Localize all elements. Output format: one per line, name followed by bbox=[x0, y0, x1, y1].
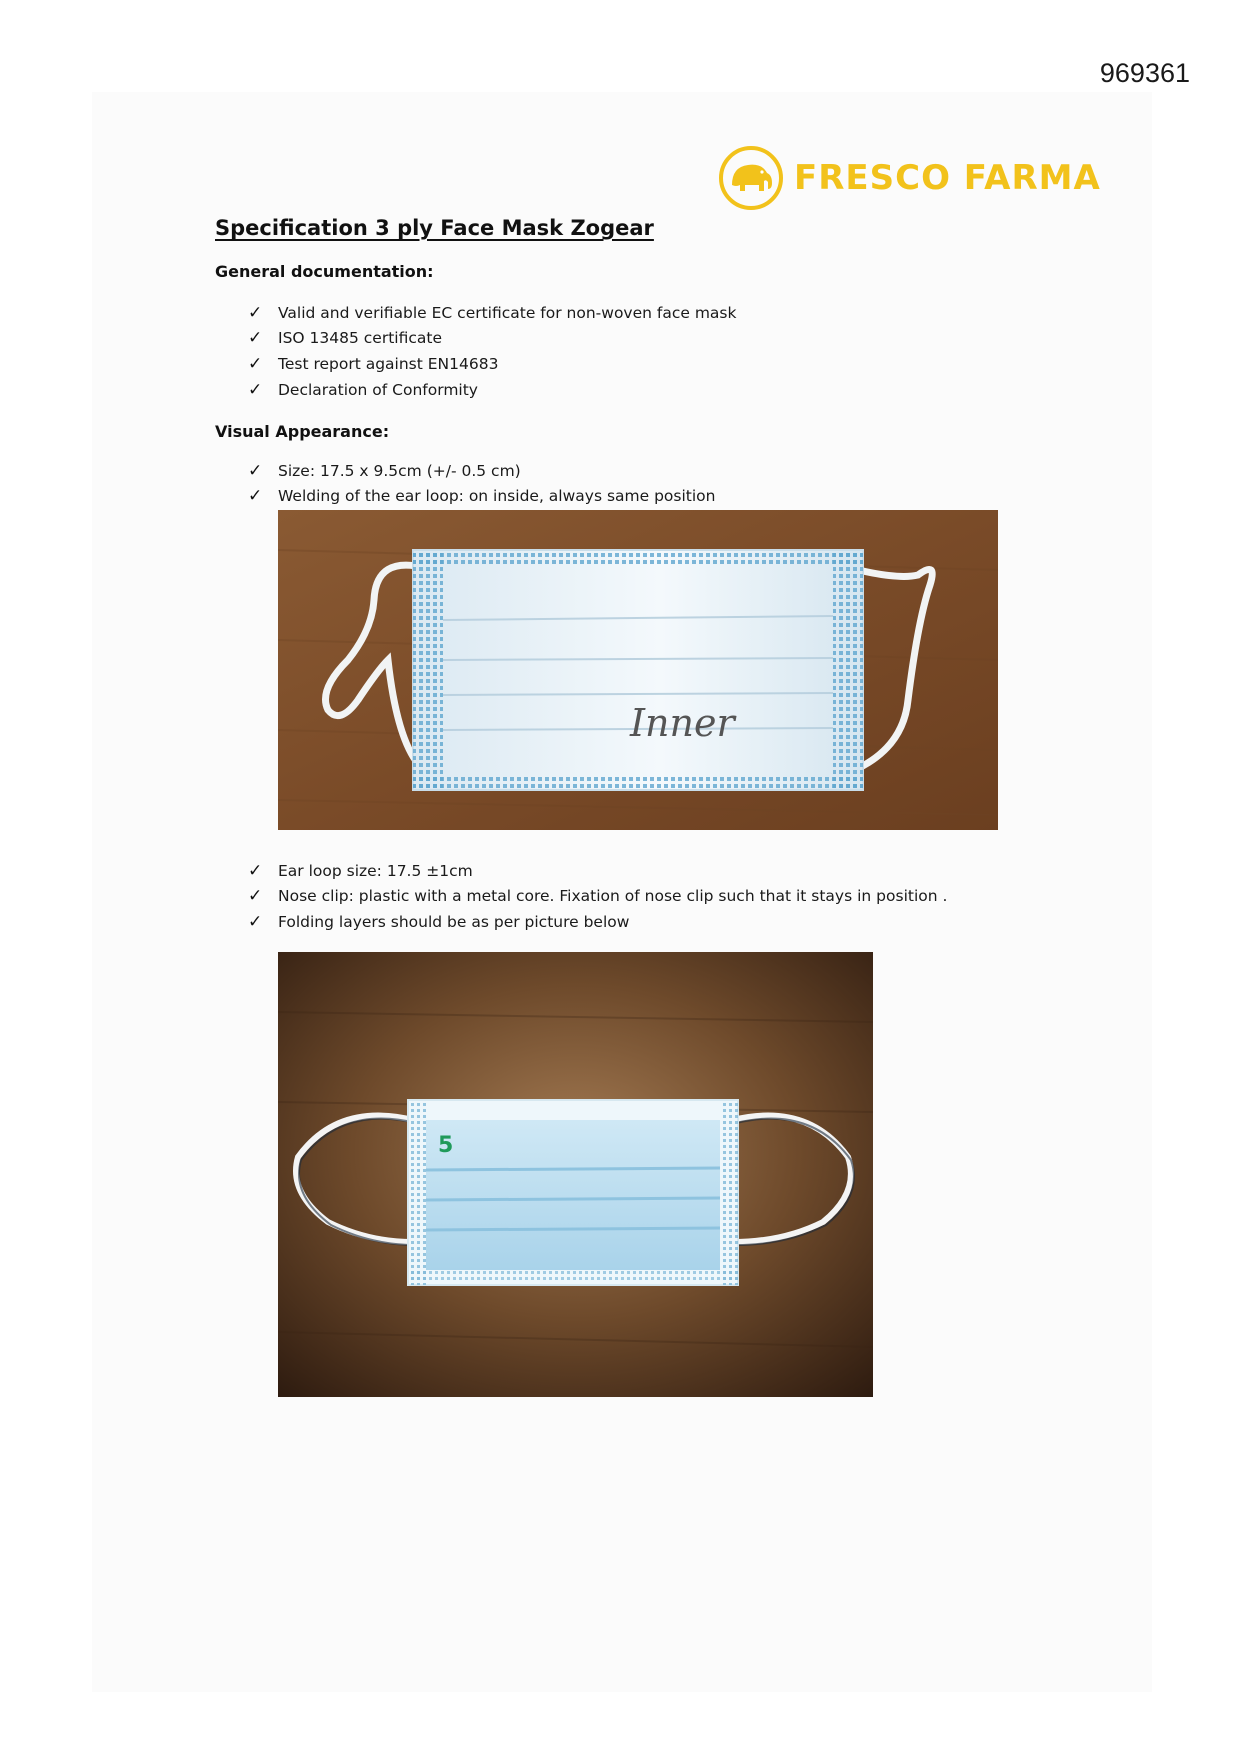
folding-layers-mask-photo bbox=[278, 952, 873, 1397]
document-number: 969361 bbox=[1099, 58, 1190, 88]
list-item: ✓ Test report against EN14683 bbox=[248, 353, 499, 374]
visual-appearance-list bbox=[248, 458, 715, 509]
list-item: ✓ Ear loop size: 17.5 ±1cm bbox=[248, 860, 473, 881]
checkmark-icon: ✓ bbox=[248, 460, 263, 481]
list-item: ✓ ISO 13485 certificate bbox=[248, 328, 442, 349]
inner-side-mask-photo bbox=[278, 510, 998, 830]
list-item: ✓ Valid and verifiable EC certificate for non-woven face mask bbox=[248, 302, 737, 323]
checkmark-icon: ✓ bbox=[248, 379, 263, 400]
visual-appearance-list-continued bbox=[248, 858, 947, 935]
general-documentation-heading: General documentation: bbox=[215, 262, 434, 281]
list-item: ✓ Size: 17.5 x 9.5cm (+/- 0.5 cm) bbox=[248, 460, 521, 481]
layer-marking-label: 5 bbox=[438, 1133, 454, 1158]
checkmark-icon: ✓ bbox=[248, 353, 263, 374]
inner-label: Inner bbox=[630, 701, 735, 745]
general-documentation-list bbox=[248, 300, 736, 402]
checkmark-icon: ✓ bbox=[248, 328, 263, 349]
checkmark-icon: ✓ bbox=[248, 860, 263, 881]
visual-appearance-heading: Visual Appearance: bbox=[215, 422, 390, 441]
list-item: ✓ Welding of the ear loop: on inside, always same position bbox=[248, 486, 716, 507]
logo-wordmark: FRESCO FARMA bbox=[794, 158, 1101, 198]
checkmark-icon: ✓ bbox=[248, 911, 263, 932]
list-item: ✓ Nose clip: plastic with a metal core. Fixation of nose clip such that it stays in position . bbox=[248, 886, 948, 907]
checkmark-icon: ✓ bbox=[248, 486, 263, 507]
checkmark-icon: ✓ bbox=[248, 302, 263, 323]
elephant-icon bbox=[718, 145, 784, 211]
company-logo bbox=[718, 143, 1101, 213]
checkmark-icon: ✓ bbox=[248, 886, 263, 907]
list-item: ✓ Folding layers should be as per picture below bbox=[248, 911, 630, 932]
list-item: ✓ Declaration of Conformity bbox=[248, 379, 478, 400]
page-title: Specification 3 ply Face Mask Zogear bbox=[215, 216, 654, 240]
